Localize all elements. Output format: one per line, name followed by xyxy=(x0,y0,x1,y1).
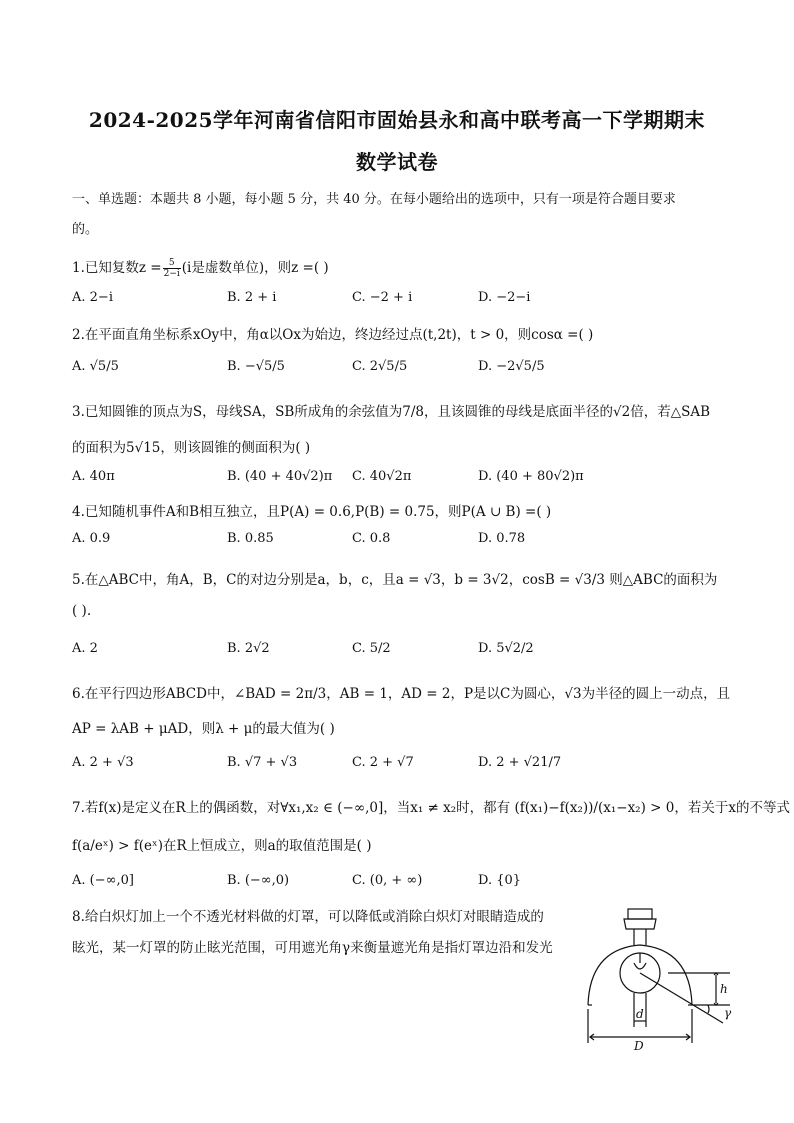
label-D: D xyxy=(634,1039,644,1050)
option-a: A. (−∞,0] xyxy=(72,873,134,888)
option-d: D. 0.78 xyxy=(478,531,526,546)
question-6-stem-line1: 6.在平行四边形ABCD中，∠BAD = 2π/3，AB = 1，AD = 2，P是以C为圆心，√3为半径的圆上一动点，且 xyxy=(72,686,731,702)
question-7-stem-line2: f(a/eˣ) > f(eˣ)在R上恒成立，则a的取值范围是( ) xyxy=(72,838,372,854)
lampshade-diagram xyxy=(578,905,738,1050)
question-2-stem: 2.在平面直角坐标系xOy中，角α以Ox为始边，终边经过点(t,2t)，t > 0，则cosα =( ) xyxy=(72,327,594,343)
question-6-stem-line2: AP = λAB + μAD，则λ + μ的最大值为( ) xyxy=(72,721,335,737)
section-instructions-line1: 一、单选题：本题共 8 小题，每小题 5 分，共 40 分。在每小题给出的选项中，只有一项是符合题目要求 xyxy=(72,192,676,207)
question-7-options xyxy=(72,873,732,893)
option-b: B. (−∞,0) xyxy=(227,873,290,888)
option-c: C. 40√2π xyxy=(352,469,412,484)
question-3-stem-line2: 的面积为5√15，则该圆锥的侧面积为( ) xyxy=(72,440,311,456)
option-b: B. 2 + i xyxy=(227,290,277,305)
option-d: D. {0} xyxy=(478,873,522,888)
question-1-stem-pre: 1.已知复数z = xyxy=(72,260,162,276)
label-gamma: γ xyxy=(724,1006,732,1020)
option-b: B. 2√2 xyxy=(227,641,270,656)
label-h: h xyxy=(720,982,728,996)
option-a: A. 40π xyxy=(72,469,115,484)
question-7-stem-line1: 7.若f(x)是定义在R上的偶函数，对∀x₁,x₂ ∈ (−∞,0]，当x₁ ≠ x₂时，都有 (f(x₁)−f(x₂))/(x₁−x₂) > 0，若关于x的不等式 xyxy=(72,800,790,816)
option-b: B. −√5/5 xyxy=(227,359,285,374)
option-d: D. 5√2/2 xyxy=(478,641,534,656)
glare-ray xyxy=(640,973,723,1023)
gamma-angle-arc xyxy=(708,1005,709,1013)
lampshade-diagram-svg xyxy=(578,905,738,1050)
question-5-stem-line2: ( ). xyxy=(72,603,92,619)
option-a: A. 2−i xyxy=(72,290,113,305)
exam-title-line1: 2024-2025学年河南省信阳市固始县永和高中联考高一下学期期末 xyxy=(88,108,706,132)
lamp-socket-top xyxy=(628,909,652,919)
question-5-stem-line1: 5.在△ABC中，角A，B，C的对边分别是a，b，c，且a = √3，b = 3√2，cosB = √3/3 则△ABC的面积为 xyxy=(72,572,718,588)
option-d: D. 2 + √21/7 xyxy=(478,755,562,770)
question-1-fraction-numerator: 5 xyxy=(163,258,181,269)
option-d: D. −2√5/5 xyxy=(478,359,545,374)
question-8-stem-line2: 眩光，某一灯罩的防止眩光范围，可用遮光角γ来衡量遮光角是指灯罩边沿和发光 xyxy=(72,940,553,956)
bulb-filament xyxy=(634,963,646,969)
option-a: A. 2 xyxy=(72,641,98,656)
exam-title-line2: 数学试卷 xyxy=(356,150,438,174)
option-c: C. 2 + √7 xyxy=(352,755,414,770)
question-1-stem-post: (i是虚数单位)，则z =( ) xyxy=(181,260,329,276)
question-1-options xyxy=(72,290,732,310)
section-instructions-line2: 的。 xyxy=(72,222,99,237)
question-8-stem-line1: 8.给白炽灯加上一个不透光材料做的灯罩，可以降低或消除白炽灯对眼睛造成的 xyxy=(72,909,544,925)
option-d: D. (40 + 80√2)π xyxy=(478,469,584,484)
option-a: A. √5/5 xyxy=(72,359,119,374)
option-c: C. 5/2 xyxy=(352,641,391,656)
question-1-fraction xyxy=(163,258,181,279)
question-1-stem xyxy=(72,256,329,279)
option-a: A. 0.9 xyxy=(72,531,111,546)
question-3-options xyxy=(72,469,732,489)
option-b: B. (40 + 40√2)π xyxy=(227,469,333,484)
question-2-options xyxy=(72,359,732,379)
question-4-options xyxy=(72,531,732,551)
question-4-stem: 4.已知随机事件A和B相互独立，且P(A) = 0.6,P(B) = 0.75，则P(A ∪ B) =( ) xyxy=(72,504,552,520)
option-b: B. √7 + √3 xyxy=(227,755,298,770)
question-3-stem-line1: 3.已知圆锥的顶点为S，母线SA，SB所成角的余弦值为7/8，且该圆锥的母线是底面半径的√2倍，若△SAB xyxy=(72,404,711,420)
option-d: D. −2−i xyxy=(478,290,531,305)
option-c: C. −2 + i xyxy=(352,290,413,305)
question-1-fraction-denominator: 2−i xyxy=(163,269,180,279)
question-5-options xyxy=(72,641,732,661)
option-c: C. 0.8 xyxy=(352,531,391,546)
option-c: C. 2√5/5 xyxy=(352,359,408,374)
option-c: C. (0, + ∞) xyxy=(352,873,423,888)
option-a: A. 2 + √3 xyxy=(72,755,134,770)
lamp-socket-body xyxy=(624,919,656,929)
label-d: d xyxy=(636,1007,644,1021)
option-b: B. 0.85 xyxy=(227,531,274,546)
question-6-options xyxy=(72,755,732,775)
